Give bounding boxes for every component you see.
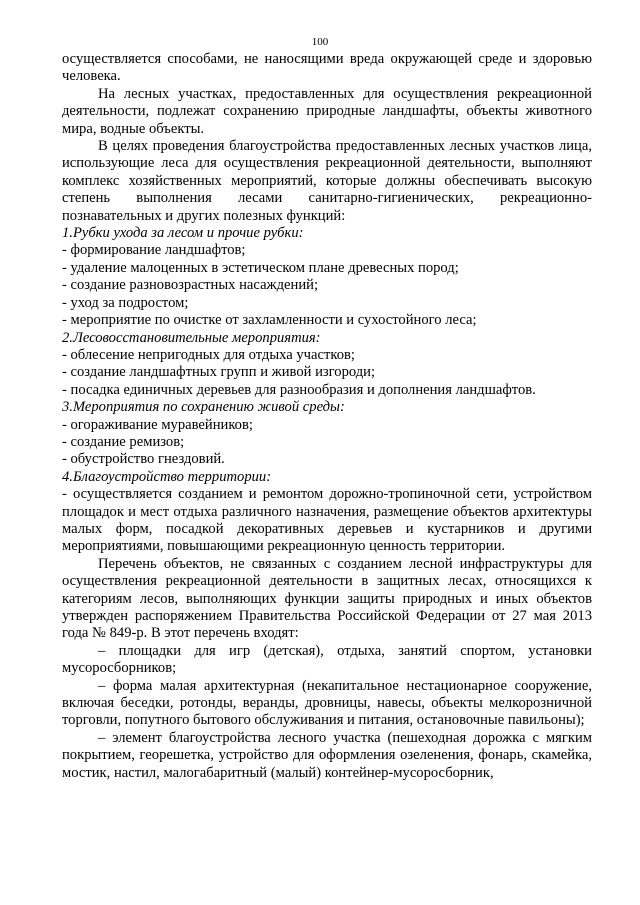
paragraph-continuation: осуществляется способами, не наносящими вреда окружающей среде и здоровью человека. xyxy=(62,51,592,85)
page-number: 100 xyxy=(311,36,329,48)
section-heading-3: 3.Мероприятия по сохранению живой среды: xyxy=(62,399,345,416)
document-body xyxy=(62,51,592,782)
section-heading-2: 2.Лесовосстановительные мероприятия: xyxy=(62,329,321,346)
paragraph-natural-landscapes: На лесных участках, предоставленных для осуществления рекреационной деятельности, подлежат сохранению природные ландшафты, объекты животного мира, водные объекты. xyxy=(62,85,592,137)
paragraph-improvement-element: – элемент благоустройства лесного участка (пешеходная дорожка с мягким покрытием, георешетка, устройство для оформления озеленения, фонарь, скамейка, мостик, настил, малогабаритный (малый) контейнер-мусоросборник, xyxy=(62,729,592,781)
list-item: - облесение непригодных для отдыха участков; xyxy=(62,346,355,363)
paragraph-small-architecture: – форма малая архитектурная (некапитальное нестационарное сооружение, включая беседки, ротонды, веранды, дровницы, навесы, объекты мелкорозничной торговли, попутного бытового обслуживания и питания, остановочные павильоны); xyxy=(62,677,592,729)
list-item: - удаление малоценных в эстетическом плане древесных пород; xyxy=(62,259,459,276)
list-item: - обустройство гнездовий. xyxy=(62,451,225,468)
section-heading-1: 1.Рубки ухода за лесом и прочие рубки: xyxy=(62,225,304,242)
list-item: - уход за подростом; xyxy=(62,294,189,311)
list-item: - мероприятие по очистке от захламленности и сухостойного леса; xyxy=(62,312,477,329)
section-heading-4: 4.Благоустройство территории: xyxy=(62,468,272,485)
list-item: - посадка единичных деревьев для разнообразия и дополнения ландшафтов. xyxy=(62,381,536,398)
list-item: - огораживание муравейников; xyxy=(62,416,253,433)
paragraph-playgrounds: – площадки для игр (детская), отдыха, занятий спортом, установки мусоросборников; xyxy=(62,642,592,677)
paragraph-object-list: Перечень объектов, не связанных с созданием лесной инфраструктуры для осуществления рекреационной деятельности в защитных лесах, относящихся к категориям лесов, выполняющих функции защиты природных и иных объектов утвержден распоряжением Правительства Российской Федерации от 27 мая 2013 года № 849-р. В этот перечень входят: xyxy=(62,555,592,642)
list-item: - формирование ландшафтов; xyxy=(62,242,246,259)
paragraph-territory-improvement: - осуществляется созданием и ремонтом дорожно-тропиночной сети, устройством площадок и мест отдыха различного назначения, размещение объектов архитектуры малых форм, посадкой декоративных деревьев и кустарников и другими мероприятиями, повышающими рекреационную ценность территории. xyxy=(62,486,592,555)
list-item: - создание ландшафтных групп и живой изгороди; xyxy=(62,364,376,381)
list-item: - создание разновозрастных насаждений; xyxy=(62,277,319,294)
paragraph-improvement-measures: В целях проведения благоустройства предоставленных лесных участков лица, использующие леса для осуществления рекреационной деятельности, выполняют комплекс хозяйственных мероприятий, которые должны обеспечивать высокую степень выполнения лесами санитарно-гигиенических, рекреационно-познавательных и других полезных функций: xyxy=(62,138,592,224)
list-item: - создание ремизов; xyxy=(62,433,185,450)
